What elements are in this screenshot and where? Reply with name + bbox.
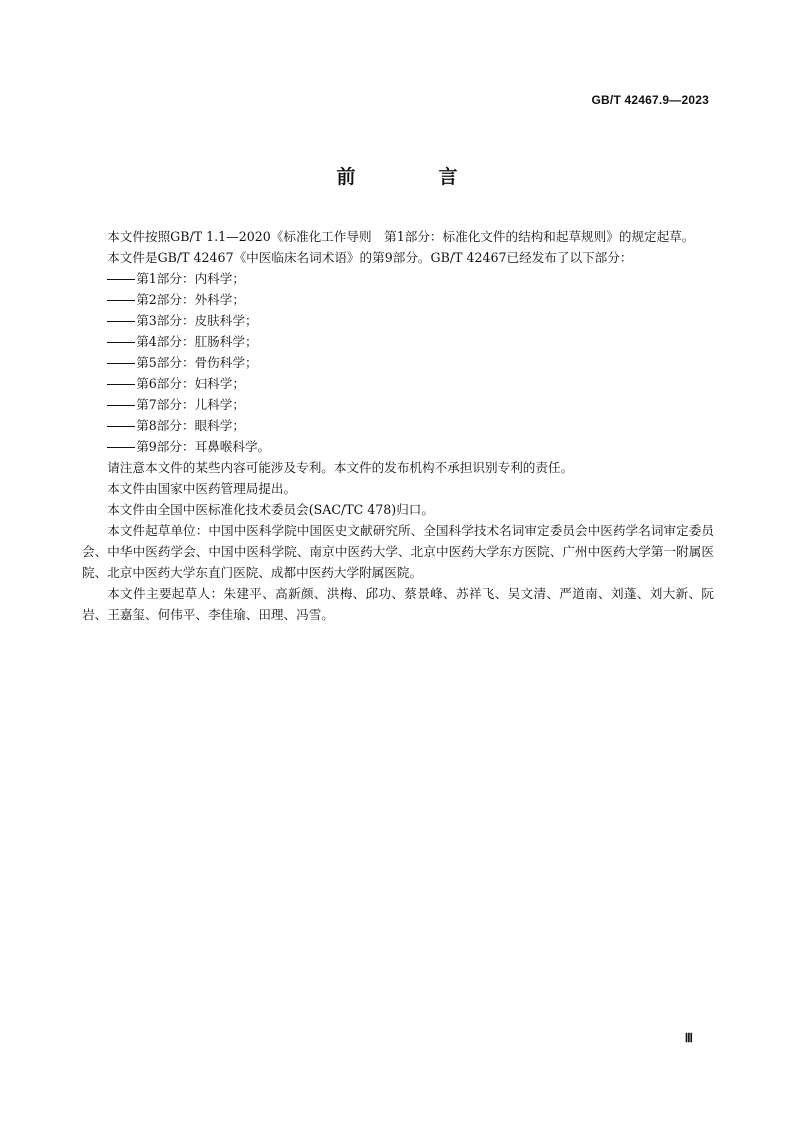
parts-list xyxy=(82,268,714,457)
list-item xyxy=(82,436,714,457)
proposed-by-paragraph: 本文件由国家中医药管理局提出。 xyxy=(107,481,297,496)
part-label: 第2部分：外科学； xyxy=(136,292,245,307)
part-statement-paragraph: 本文件是GB/T 42467《中医临床名词术语》的第9部分。GB/T 42467已经发布了以下部分： xyxy=(107,250,633,265)
patent-notice-paragraph: 请注意本文件的某些内容可能涉及专利。本文件的发布机构不承担识别专利的责任。 xyxy=(107,460,574,475)
part-label: 第5部分：骨伤科学； xyxy=(136,355,258,370)
dash-marker xyxy=(107,279,135,281)
part-label: 第4部分：肛肠科学； xyxy=(136,334,258,349)
dash-marker xyxy=(107,447,135,449)
drafting-rule-paragraph: 本文件按照GB/T 1.1—2020《标准化工作导则 第1部分：标准化文件的结构和起草规则》的规定起草。 xyxy=(107,229,695,244)
page-title: 前 言 xyxy=(336,166,490,188)
dash-marker xyxy=(107,321,135,323)
dash-marker xyxy=(107,405,135,407)
dash-marker xyxy=(107,426,135,428)
part-label: 第3部分：皮肤科学； xyxy=(136,313,258,328)
list-item xyxy=(82,289,714,310)
list-item xyxy=(82,415,714,436)
centralized-by-paragraph: 本文件由全国中医标准化技术委员会(SAC/TC 478)归口。 xyxy=(107,502,434,517)
part-label: 第6部分：妇科学； xyxy=(136,376,245,391)
list-item xyxy=(82,310,714,331)
part-label: 第8部分：眼科学； xyxy=(136,418,245,433)
part-label: 第7部分：儿科学； xyxy=(136,397,245,412)
list-item xyxy=(82,352,714,373)
part-label: 第1部分：内科学； xyxy=(136,271,245,286)
drafting-units-paragraph: 本文件起草单位：中国中医科学院中国医史文献研究所、全国科学技术名词审定委员会中医药学名词审定委员会、中华中医药学会、中国中医科学院、南京中医药大学、北京中医药大学东方医院、广州中医药大学第一附属医院、北京中医药大学东直门医院、成都中医药大学附属医院。 xyxy=(82,523,714,580)
list-item xyxy=(82,268,714,289)
dash-marker xyxy=(107,363,135,365)
foreword-body xyxy=(82,226,714,625)
dash-marker xyxy=(107,384,135,386)
part-label: 第9部分：耳鼻喉科学。 xyxy=(136,439,271,454)
dash-marker xyxy=(107,342,135,344)
page-number: Ⅲ xyxy=(684,1031,693,1045)
dash-marker xyxy=(107,300,135,302)
main-drafters-paragraph: 本文件主要起草人：朱建平、高新颜、洪梅、邱功、蔡景峰、苏祥飞、吴文清、严道南、刘蓬、刘大新、阮岩、王嘉玺、何伟平、李佳瑜、田理、冯雪。 xyxy=(82,586,714,622)
list-item xyxy=(82,394,714,415)
list-item xyxy=(82,331,714,352)
standard-code: GB/T 42467.9—2023 xyxy=(591,93,709,107)
list-item xyxy=(82,373,714,394)
